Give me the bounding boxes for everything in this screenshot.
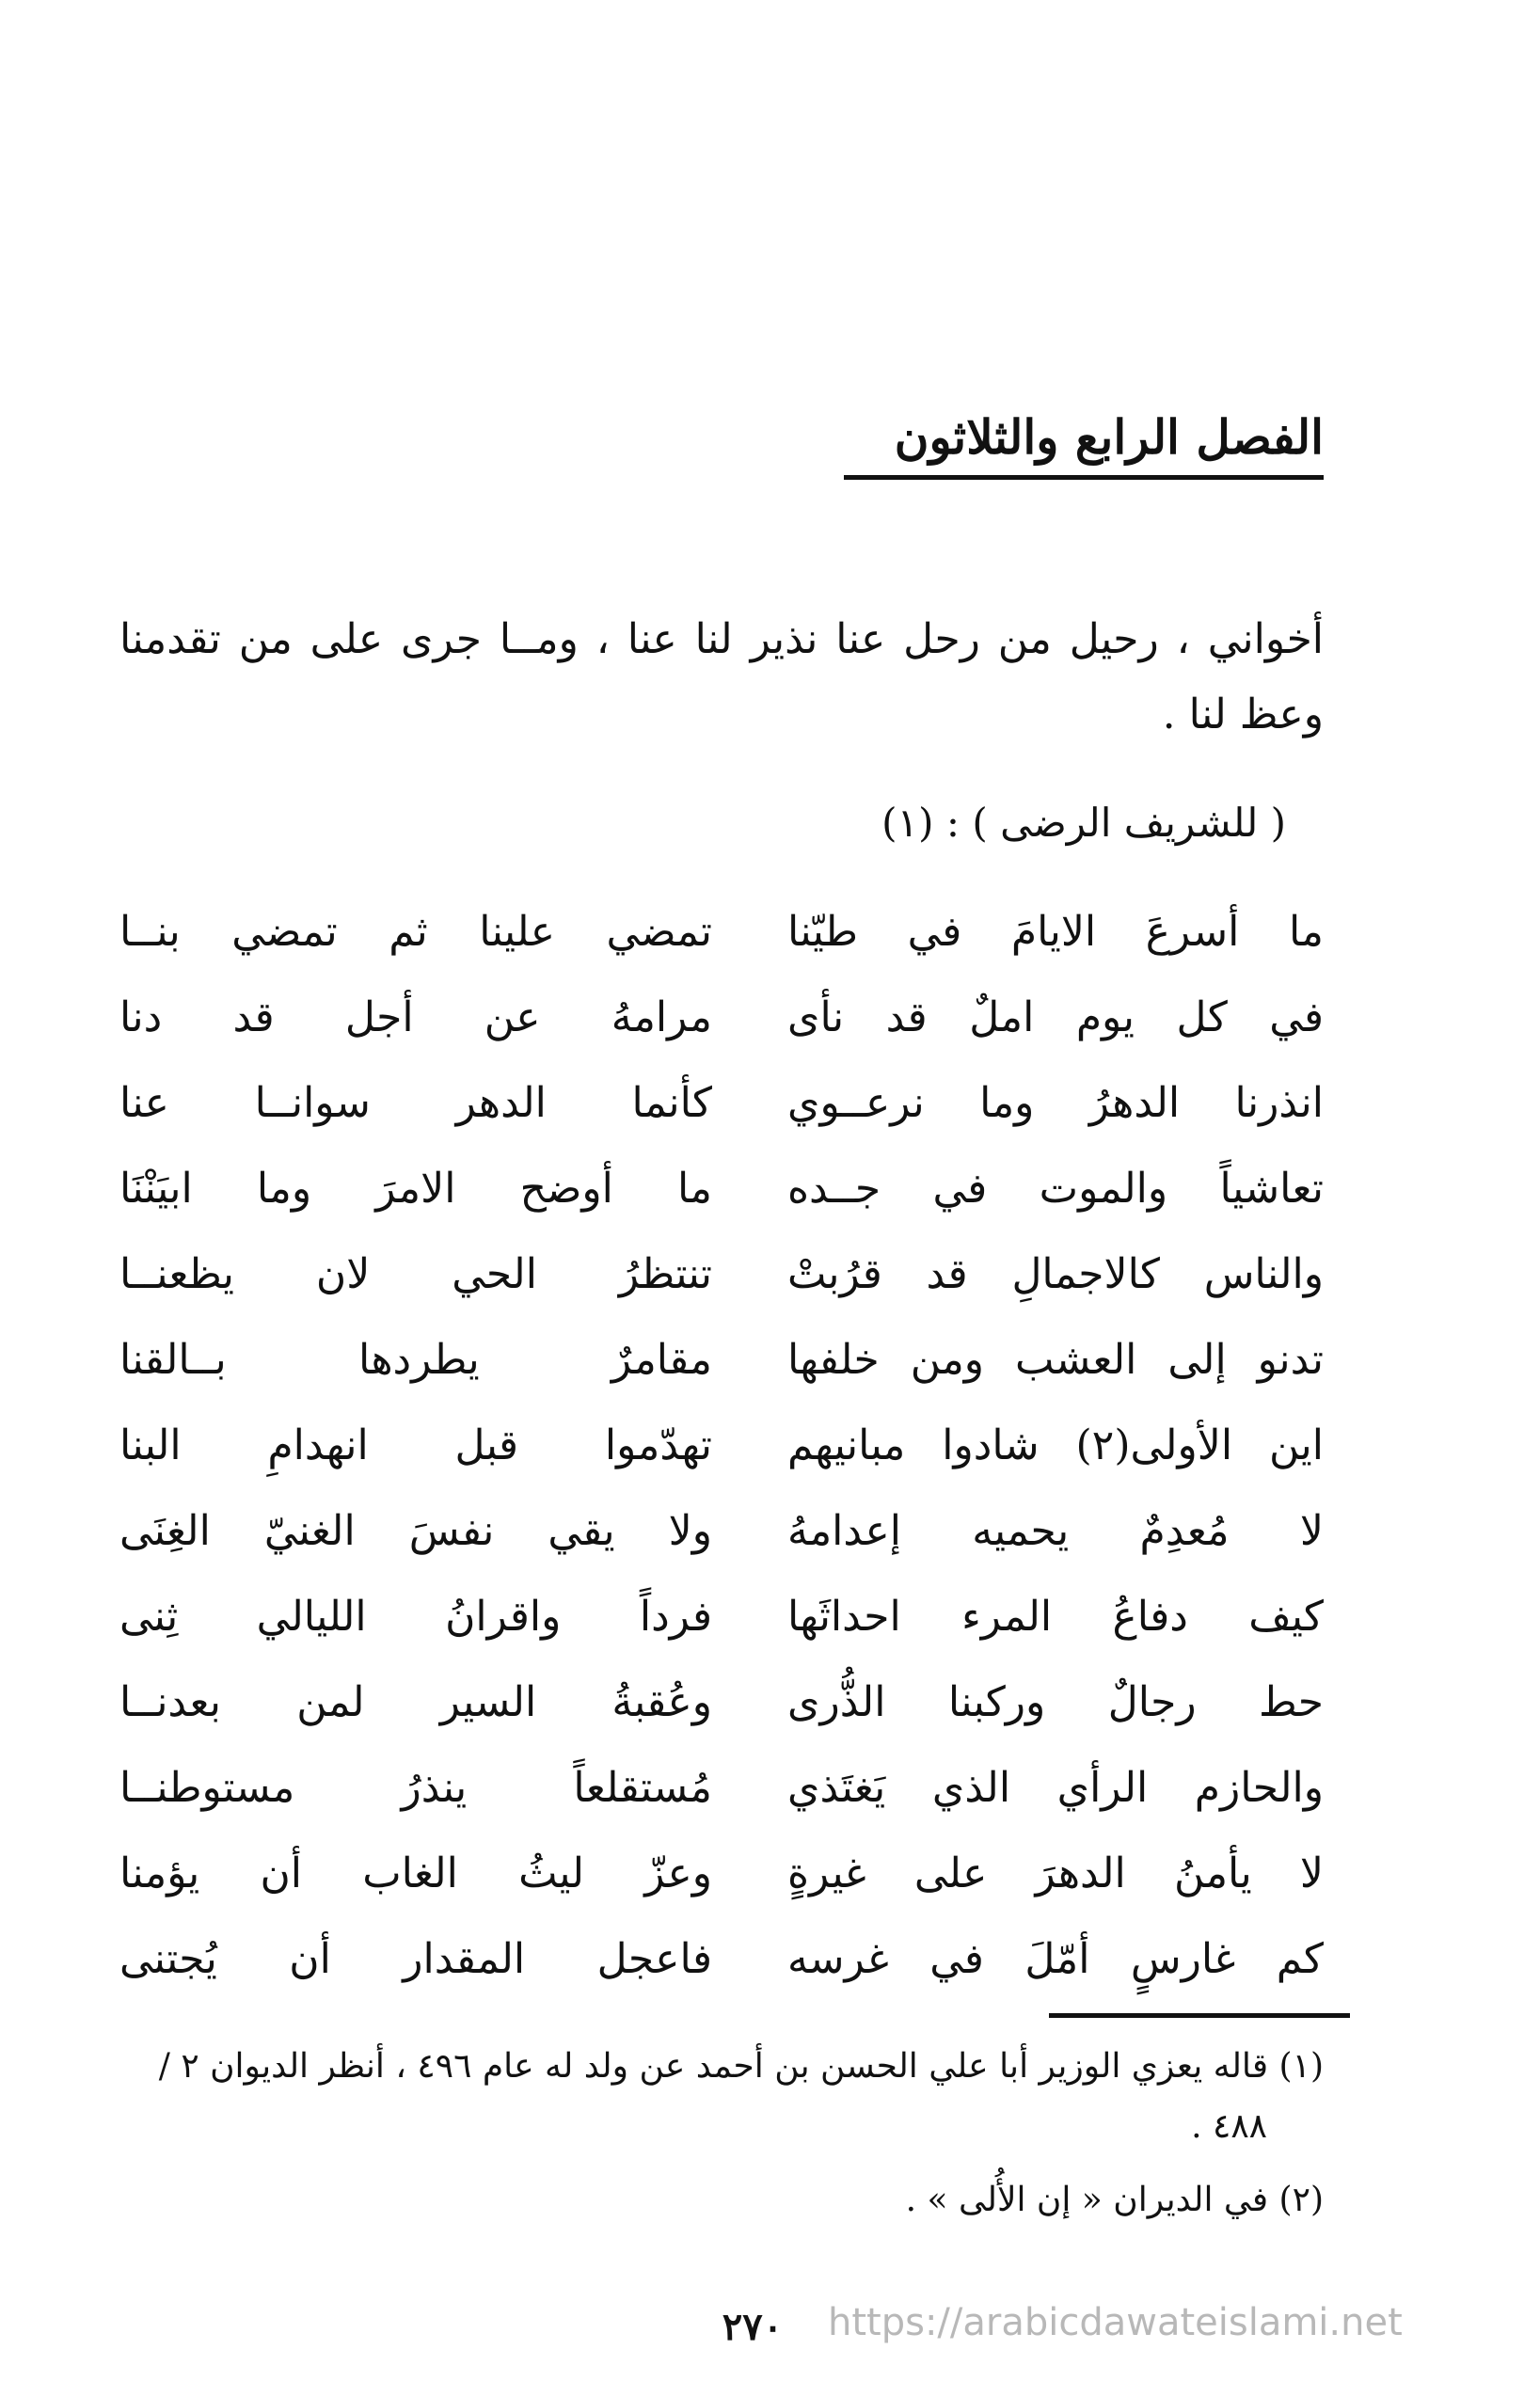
verse — [119, 975, 1324, 1060]
verse-first-hemistich: حط رجالٌ وركبنا الذُّرى — [787, 1678, 1324, 1726]
verse-second-hemistich: وعُقبةُ السير لمن بعدنــا — [119, 1678, 712, 1726]
verse-second-hemistich: تهدّموا قبل انهدامِ البنا — [119, 1421, 712, 1469]
verse-first-hemistich: لا مُعدِمٌ يحميه إعدامهُ — [787, 1507, 1324, 1555]
verse — [119, 1317, 1324, 1403]
verse — [119, 1231, 1324, 1317]
verse-second-hemistich: مُستقلعاً ينذرُ مستوطنــا — [119, 1764, 712, 1812]
page-number: ٢٧٠ — [722, 2305, 784, 2349]
intro-paragraph: أخواني ، رحيل من رحل عنا نذير لنا عنا ، ومــا جرى على من تقدمنا وعظ لنا . — [119, 615, 1325, 738]
poem — [119, 889, 1324, 2002]
verse — [119, 889, 1324, 975]
footnote-1: (١) قاله يعزي الوزير أبا علي الحسن بن أحمد عن ولد له عام ٤٩٦ ، أنظر الديوان ٢ / — [158, 2047, 1324, 2086]
verse-first-hemistich: انذرنا الدهرُ وما نرعــوي — [787, 1079, 1324, 1127]
verse — [119, 1488, 1324, 1574]
footnote-2: (٢) في الديران « إن الأُلى » . — [905, 2181, 1324, 2219]
verse-first-hemistich: تدنو إلى العشب ومن خلفها — [787, 1336, 1324, 1384]
verse-first-hemistich: كيف دفاعُ المرء احداثَها — [787, 1593, 1324, 1641]
verse — [119, 1403, 1324, 1488]
verse — [119, 1574, 1324, 1659]
verse-second-hemistich: فاعجل المقدار أن يُجتنى — [119, 1935, 712, 1983]
verse-first-hemistich: تعاشياً والموت في جــده — [787, 1165, 1324, 1213]
chapter-title: الفصل الرابع والثلاثون — [894, 409, 1324, 465]
verse-first-hemistich: والحازم الرأي الذي يَغتَذي — [787, 1764, 1324, 1812]
verse-second-hemistich: ولا يقي نفسَ الغنيّ الغِنَى — [119, 1507, 712, 1555]
verse — [119, 1659, 1324, 1745]
verse-first-hemistich: والناس كالاجمالِ قد قرُبتْ — [787, 1250, 1324, 1298]
verse-first-hemistich: ما أسرعَ الايامَ في طيّنا — [787, 908, 1324, 956]
verse-second-hemistich: ما أوضح الامرَ وما ابيَنْنَا — [119, 1165, 712, 1213]
verse — [119, 1831, 1324, 1916]
verse-second-hemistich: فرداً واقرانُ الليالي ثِنى — [119, 1593, 712, 1641]
verse-second-hemistich: مقامرٌ يطردها بــالقنا — [119, 1336, 712, 1384]
verse-second-hemistich: مرامهُ عن أجل قد دنا — [119, 993, 712, 1041]
verse — [119, 1060, 1324, 1146]
watermark-url: https://arabicdawateislami.net — [828, 2301, 1403, 2344]
verse-first-hemistich: كم غارسٍ أمّلَ في غرسه — [787, 1935, 1324, 1983]
verse-second-hemistich: وعزّ ليثُ الغاب أن يؤمنا — [119, 1849, 712, 1897]
title-underline — [844, 475, 1324, 480]
verse-first-hemistich: لا يأمنُ الدهرَ على غيرةٍ — [787, 1849, 1324, 1897]
footnote-separator — [1049, 2013, 1350, 2018]
poem-attribution: ( للشريف الرضى ) : (١) — [881, 800, 1286, 846]
verse — [119, 1146, 1324, 1231]
verse-first-hemistich: اين الأولى(٢) شادوا مبانيهم — [787, 1421, 1324, 1469]
verse — [119, 1745, 1324, 1831]
verse — [119, 1916, 1324, 2002]
verse-second-hemistich: كأنما الدهر سوانــا عنا — [119, 1079, 712, 1127]
verse-first-hemistich: في كل يوم املٌ قد نأى — [787, 993, 1324, 1041]
footnote-1-continuation: ٤٨٨ . — [1191, 2107, 1267, 2146]
verse-second-hemistich: تمضي علينا ثم تمضي بنــا — [119, 908, 712, 956]
footnotes — [119, 2037, 1324, 2230]
verse-second-hemistich: تنتظرُ الحي لان يظعنــا — [119, 1250, 712, 1298]
